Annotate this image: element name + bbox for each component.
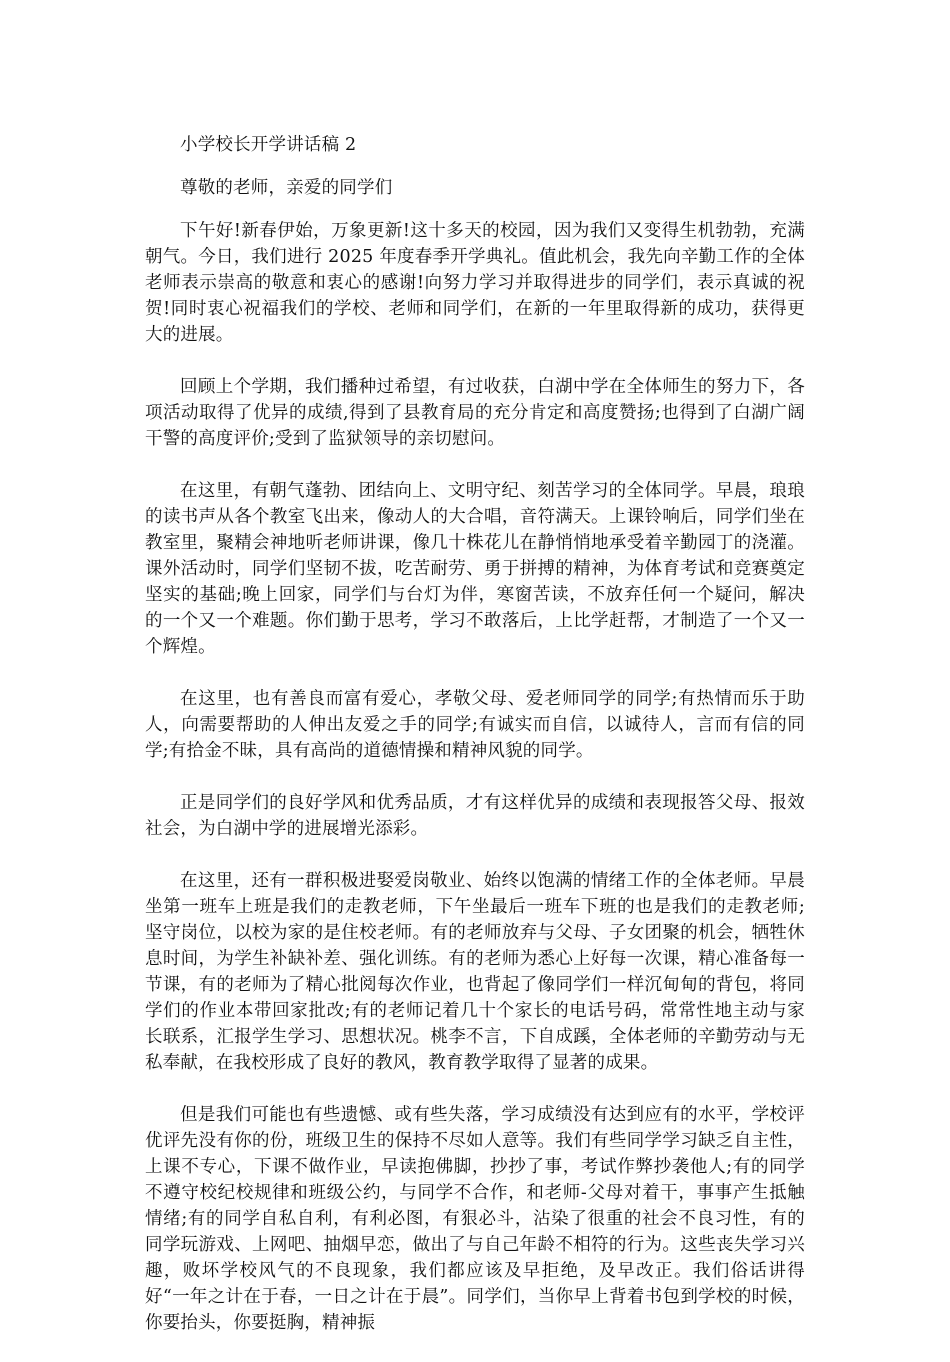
paragraph-study-style: 正是同学们的良好学风和优秀品质，才有这样优异的成绩和表现报答父母、报效社会，为白湖中学的进展增光添彩。	[145, 793, 805, 839]
document-title: 小学校长开学讲话稿 2	[180, 135, 357, 155]
paragraph-virtues: 在这里，也有善良而富有爱心，孝敬父母、爱老师同学的同学;有热情而乐于助人，向需要帮助的人伸出友爱之手的同学;有诚实而自信，以诚待人，言而有信的同学;有拾金不昧，具有高尚的道德情操和精神风貌的同学。	[145, 689, 805, 761]
paragraph-greeting: 下午好!新春伊始，万象更新!这十多天的校园，因为我们又变得生机勃勃，充满朝气。今日，我们进行 2025 年度春季开学典礼。值此机会，我先向辛勤工作的全体老师表示崇高的敬意和衷心的感谢!向努力学习并取得进步的同学们，表示真诚的祝贺!同时衷心祝福我们的学校、老师和同学们，在新的一年里取得新的成功，获得更大的进展。	[145, 221, 805, 345]
paragraph-review: 回顾上个学期，我们播种过希望，有过收获，白湖中学在全体师生的努力下，各项活动取得了优异的成绩,得到了县教育局的充分肯定和高度赞扬;也得到了白湖广阔干警的高度评价;受到了监狱领导的亲切慰问。	[145, 377, 805, 449]
salutation: 尊敬的老师，亲爱的同学们	[180, 178, 393, 198]
document-page	[145, 132, 805, 1362]
paragraph-shortcomings: 但是我们可能也有些遗憾、或有些失落，学习成绩没有达到应有的水平，学校评优评先没有你的份，班级卫生的保持不尽如人意等。我们有些同学学习缺乏自主性，上课不专心，下课不做作业，早读抱佛脚，抄抄了事，考试作弊抄袭他人;有的同学不遵守校纪校规律和班级公约，与同学不合作，和老师-父母对着干，事事产生抵触情绪;有的同学自私自利，有利必图，有狠必斗，沾染了很重的社会不良习性，有的同学玩游戏、上网吧、抽烟早恋，做出了与自己年龄不相符的行为。这些丧失学习兴趣，败坏学校风气的不良现象，我们都应该及早拒绝，及早改正。我们俗话讲得好“一年之计在于春，一日之计在于晨”。同学们，当你早上背着书包到学校的时候，你要抬头，你要挺胸，精神振	[145, 1105, 805, 1333]
paragraph-students: 在这里，有朝气蓬勃、团结向上、文明守纪、刻苦学习的全体同学。早晨，琅琅的读书声从各个教室飞出来，像动人的大合唱，音符满天。上课铃响后，同学们坐在教室里，聚精会神地听老师讲课，像几十株花儿在静悄悄地承受着辛勤园丁的浇灌。课外活动时，同学们坚韧不拔，吃苦耐劳、勇于拼搏的精神，为体育考试和竞赛奠定坚实的基础;晚上回家，同学们与台灯为伴，寒窗苦读，不放弃任何一个疑问，解决的一个又一个难题。你们勤于思考，学习不敢落后，上比学赶帮，才制造了一个又一个辉煌。	[145, 481, 805, 657]
paragraph-teachers: 在这里，还有一群积极进娶爱岗敬业、始终以饱满的情绪工作的全体老师。早晨坐第一班车上班是我们的走教老师，下午坐最后一班车下班的也是我们的走教老师;坚守岗位，以校为家的是住校老师。有的老师放弃与父母、子女团聚的机会，牺牲休息时间，为学生补缺补差、强化训练。有的老师为悉心上好每一次课，精心准备每一节课，有的老师为了精心批阅每次作业，也背起了像同学们一样沉甸甸的背包，将同学们的作业本带回家批改;有的老师记着几十个家长的电话号码，常常性地主动与家长联系，汇报学生学习、思想状况。桃李不言，下自成蹊，全体老师的辛勤劳动与无私奉献，在我校形成了良好的教风，教育教学取得了显著的成果。	[145, 871, 805, 1073]
